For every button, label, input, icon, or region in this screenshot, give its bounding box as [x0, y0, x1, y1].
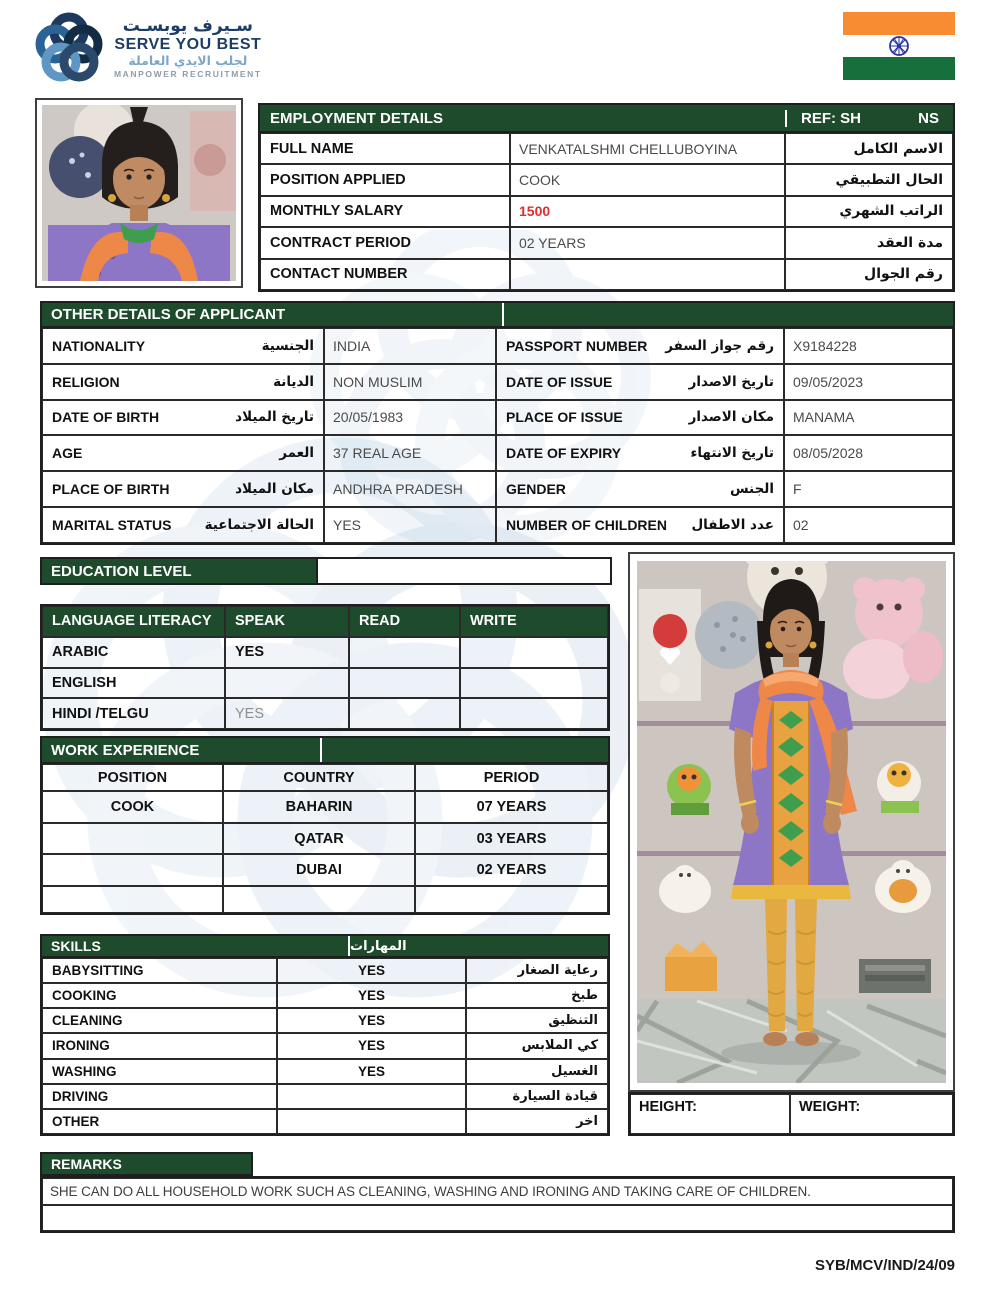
- country-cell: [223, 886, 415, 913]
- logo-arabic-subtitle: لجلب الايدي العاملة: [128, 52, 248, 68]
- work-experience-title: WORK EXPERIENCE: [42, 738, 322, 762]
- field-label: DATE OF ISSUE: [506, 373, 613, 390]
- field-label: DATE OF EXPIRY: [506, 445, 622, 462]
- height-label: HEIGHT:: [630, 1094, 790, 1134]
- skills-header: [40, 934, 610, 958]
- field-label-pair: [42, 400, 324, 436]
- skill-label: IRONING: [42, 1033, 277, 1058]
- speak-value: YES: [225, 698, 349, 729]
- field-value: 02: [784, 507, 953, 543]
- period-cell: 03 YEARS: [415, 823, 608, 855]
- skill-label-arabic: التنظيق: [466, 1008, 608, 1033]
- column-header: PERIOD: [415, 764, 608, 791]
- field-label: MARITAL STATUS: [52, 516, 172, 533]
- measurements-table: [628, 1092, 955, 1136]
- skill-label-arabic: طبخ: [466, 983, 608, 1008]
- language-name: ARABIC: [42, 637, 225, 668]
- employment-title: EMPLOYMENT DETAILS: [270, 109, 444, 127]
- field-label-pair: [42, 364, 324, 400]
- period-cell: 07 YEARS: [415, 791, 608, 823]
- language-name: ENGLISH: [42, 668, 225, 699]
- skills-title-arabic: المهارات: [350, 938, 407, 954]
- work-experience-table: [40, 764, 610, 915]
- remarks-text: SHE CAN DO ALL HOUSEHOLD WORK SUCH AS CLEANING, WASHING AND IRONING AND TAKING CARE OF CHILDREN.: [42, 1178, 953, 1205]
- field-label-arabic: العمر: [279, 445, 314, 462]
- field-label-pair: [496, 400, 784, 436]
- education-level-header: EDUCATION LEVEL: [40, 557, 318, 585]
- write-value: [460, 637, 608, 668]
- logo-text-block: [114, 17, 262, 79]
- field-label: RELIGION: [52, 373, 120, 390]
- field-label: PLACE OF ISSUE: [506, 409, 623, 426]
- logo-subtitle: MANPOWER RECRUITMENT: [114, 68, 262, 79]
- field-label-arabic: مكان الميلاد: [235, 481, 314, 498]
- weight-label: WEIGHT:: [790, 1094, 953, 1134]
- applicant-portrait-photo: [35, 98, 243, 288]
- field-label-pair: [42, 471, 324, 507]
- skill-value: YES: [277, 1008, 466, 1033]
- skill-value: YES: [277, 1033, 466, 1058]
- skill-label-arabic: كي الملابس: [466, 1033, 608, 1058]
- ref-label: REF: SH: [801, 109, 861, 127]
- skills-table: [40, 958, 610, 1136]
- skill-label: CLEANING: [42, 1008, 277, 1033]
- skill-value: YES: [277, 983, 466, 1008]
- field-label: DATE OF BIRTH: [52, 409, 160, 426]
- field-value: VENKATALSHMI CHELLUBOYINA: [510, 133, 785, 164]
- position-cell: [42, 823, 223, 855]
- monthly-salary-value: 1500: [510, 196, 785, 227]
- field-label-pair: [42, 435, 324, 471]
- read-value: [349, 668, 460, 699]
- column-header: READ: [349, 606, 460, 637]
- company-logo: [34, 6, 262, 90]
- field-label-arabic: مكان الاصدار: [688, 409, 774, 426]
- read-value: [349, 637, 460, 668]
- field-value: INDIA: [324, 328, 496, 364]
- read-value: [349, 698, 460, 729]
- field-label: GENDER: [506, 481, 566, 498]
- portrait-photo-image: [42, 105, 236, 281]
- skill-label-arabic: الغسيل: [466, 1059, 608, 1084]
- skill-label-arabic: رعاية الصغار: [466, 958, 608, 983]
- speak-value: [225, 668, 349, 699]
- field-value: 09/05/2023: [784, 364, 953, 400]
- country-cell: QATAR: [223, 823, 415, 855]
- field-value: F: [784, 471, 953, 507]
- education-level-value: [316, 557, 612, 585]
- column-header: WRITE: [460, 606, 608, 637]
- remarks-header: REMARKS: [40, 1152, 253, 1176]
- period-cell: 02 YEARS: [415, 854, 608, 886]
- field-label-arabic: عدد الاطفال: [691, 516, 774, 533]
- field-label-arabic: الجنسية: [261, 337, 314, 354]
- skill-label: BABYSITTING: [42, 958, 277, 983]
- field-label: NUMBER OF CHILDREN: [506, 516, 667, 533]
- field-label-arabic: تاريخ الميلاد: [235, 409, 314, 426]
- field-label-arabic: الاسم الكامل: [785, 133, 953, 164]
- field-value: ANDHRA PRADESH: [324, 471, 496, 507]
- skill-label: OTHER: [42, 1109, 277, 1134]
- other-details-table: [40, 328, 955, 545]
- field-label: FULL NAME: [260, 133, 510, 164]
- field-label-arabic: الجنس: [729, 481, 774, 498]
- skill-label: DRIVING: [42, 1084, 277, 1109]
- field-label: CONTRACT PERIOD: [260, 227, 510, 258]
- field-label: PLACE OF BIRTH: [52, 481, 170, 498]
- column-header: COUNTRY: [223, 764, 415, 791]
- field-label-arabic: الحالة الاجتماعية: [204, 516, 314, 533]
- field-label-pair: [496, 435, 784, 471]
- field-label-pair: [496, 364, 784, 400]
- skill-label: COOKING: [42, 983, 277, 1008]
- field-value: MANAMA: [784, 400, 953, 436]
- field-label-pair: [42, 507, 324, 543]
- field-value: COOK: [510, 164, 785, 195]
- skill-value: [277, 1084, 466, 1109]
- column-header: POSITION: [42, 764, 223, 791]
- logo-knot-icon: [34, 6, 104, 90]
- field-label: NATIONALITY: [52, 337, 146, 354]
- field-label-arabic: تاريخ الانتهاء: [690, 445, 774, 462]
- field-label-arabic: الراتب الشهري: [785, 196, 953, 227]
- field-label-arabic: مدة العقد: [785, 227, 953, 258]
- field-value: 08/05/2028: [784, 435, 953, 471]
- india-flag-icon: [843, 12, 955, 80]
- field-label-pair: [42, 328, 324, 364]
- speak-value: YES: [225, 637, 349, 668]
- logo-title: SERVE YOU BEST: [114, 35, 262, 53]
- position-cell: [42, 854, 223, 886]
- field-label-arabic: رقم جواز السفر: [665, 337, 774, 354]
- applicant-fullbody-photo: [628, 552, 955, 1092]
- field-label: PASSPORT NUMBER: [506, 337, 648, 354]
- country-cell: BAHARIN: [223, 791, 415, 823]
- country-cell: DUBAI: [223, 854, 415, 886]
- field-label: POSITION APPLIED: [260, 164, 510, 195]
- skill-value: [277, 1109, 466, 1134]
- field-value: 20/05/1983: [324, 400, 496, 436]
- period-cell: [415, 886, 608, 913]
- column-header: LANGUAGE LITERACY: [42, 606, 225, 637]
- position-cell: [42, 886, 223, 913]
- language-name: HINDI /TELGU: [42, 698, 225, 729]
- employment-details-header: [258, 103, 955, 133]
- other-details-header: OTHER DETAILS OF APPLICANT: [40, 301, 955, 328]
- field-label-pair: [496, 328, 784, 364]
- field-label-arabic: رقم الجوال: [785, 259, 953, 290]
- remarks-empty-row: [42, 1205, 953, 1232]
- field-label: AGE: [52, 445, 83, 462]
- field-value: YES: [324, 507, 496, 543]
- logo-arabic-title: سـيرف يوبسـت: [122, 15, 253, 36]
- skill-value: YES: [277, 958, 466, 983]
- field-label-arabic: الحال التطبيقي: [785, 164, 953, 195]
- skill-label-arabic: اخر: [466, 1109, 608, 1134]
- field-value: [510, 259, 785, 290]
- write-value: [460, 668, 608, 699]
- field-value: NON MUSLIM: [324, 364, 496, 400]
- skills-title: SKILLS: [42, 936, 350, 956]
- ref-value: NS: [918, 109, 939, 127]
- work-experience-header: [40, 736, 610, 764]
- field-label-arabic: الديانة: [273, 373, 314, 390]
- column-header: SPEAK: [225, 606, 349, 637]
- field-value: 37 REAL AGE: [324, 435, 496, 471]
- field-value: 02 YEARS: [510, 227, 785, 258]
- employment-table: [258, 133, 955, 292]
- skill-label: WASHING: [42, 1059, 277, 1084]
- language-literacy-table: [40, 604, 610, 731]
- skill-value: YES: [277, 1059, 466, 1084]
- employment-ref-cell: [785, 110, 953, 127]
- field-label-pair: [496, 507, 784, 543]
- field-label: MONTHLY SALARY: [260, 196, 510, 227]
- field-value: X9184228: [784, 328, 953, 364]
- document-reference-code: SYB/MCV/IND/24/09: [814, 1257, 955, 1274]
- skill-label-arabic: قيادة السيارة: [466, 1084, 608, 1109]
- field-label: CONTACT NUMBER: [260, 259, 510, 290]
- position-cell: COOK: [42, 791, 223, 823]
- remarks-table: [40, 1176, 955, 1233]
- field-label-pair: [496, 471, 784, 507]
- fullbody-photo-image: [637, 561, 946, 1083]
- write-value: [460, 698, 608, 729]
- field-label-arabic: تاريخ الاصدار: [688, 373, 774, 390]
